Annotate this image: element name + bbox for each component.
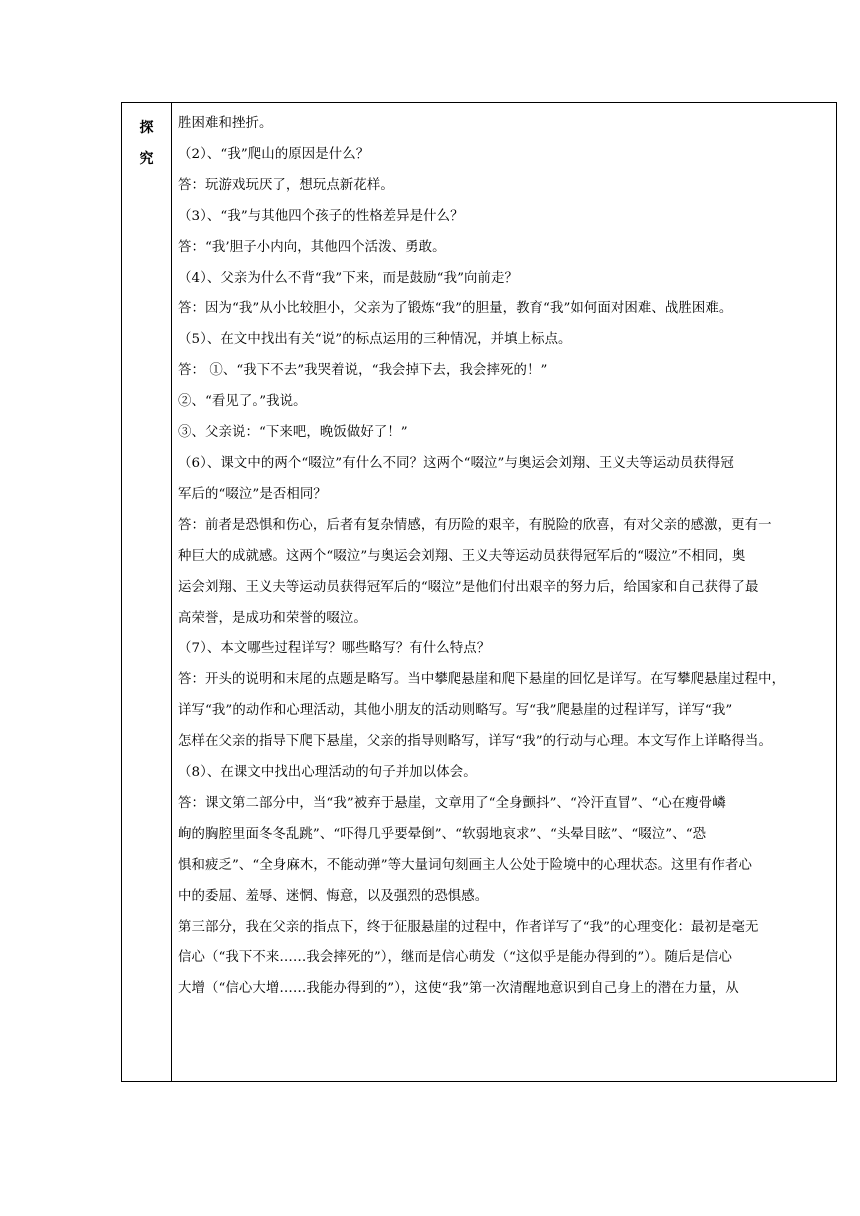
question-line: （2）、“我”爬山的原因是什么？ <box>178 146 370 162</box>
answer-line: 怎样在父亲的指导下爬下悬崖，父亲的指导则略写，详写“我”的行动与心理。本文写作上详略得当。 <box>178 734 772 750</box>
question-line: （6）、课文中的两个“啜泣”有什么不同？这两个“啜泣”与奥运会刘翔、王义夫等运动员获得冠 <box>178 455 734 471</box>
document-table <box>121 102 837 1082</box>
answer-line: 答：玩游戏玩厌了，想玩点新花样。 <box>178 177 394 193</box>
answer-line: 答：“我’胆子小内向，其他四个活泼、勇敢。 <box>178 239 446 255</box>
answer-line: ②、“看见了。”我说。 <box>178 394 307 410</box>
section-label-char: 探 <box>139 120 154 136</box>
answer-line: 答：前者是恐惧和伤心，后者有复杂情感，有历险的艰辛，有脱险的欣喜，有对父亲的感激，更有一 <box>178 517 772 533</box>
answer-line: 答： ①、“我下不去”我哭着说，“我会掉下去，我会摔死的！” <box>178 363 548 379</box>
answer-line: 中的委屈、羞辱、迷惘、悔意，以及强烈的恐惧感。 <box>178 888 489 904</box>
answer-line: 惧和疲乏”、“全身麻木，不能动弹”等大量词句刻画主人公处于险境中的心理状态。这里有作者心 <box>178 857 752 873</box>
answer-line: 第三部分，我在父亲的指点下，终于征服悬崖的过程中，作者详写了“我”的心理变化：最初是毫无 <box>178 919 759 935</box>
section-label-char: 究 <box>139 151 154 167</box>
question-line: 军后的“啜泣”是否相同？ <box>178 486 327 502</box>
question-line: （4）、父亲为什么不背“我”下来，而是鼓励“我”向前走？ <box>178 270 518 286</box>
question-line: （8）、在课文中找出心理活动的句子并加以体会。 <box>178 765 477 781</box>
content-column <box>172 103 836 1081</box>
text-line: 胜困难和挫折。 <box>178 116 273 131</box>
answer-line: 大增（“信心大增……我能办得到的”），这使“我”第一次清醒地意识到自己身上的潜在力量，从 <box>178 981 739 997</box>
answer-line: 答：课文第二部分中，当“我”被弃于悬崖，文章用了“全身颤抖”、“冷汗直冒”、“心在瘦骨嶙 <box>178 795 726 811</box>
question-line: （3）、“我”与其他四个孩子的性格差异是什么？ <box>178 208 464 224</box>
answer-line: 详写“我”的动作和心理活动，其他小朋友的活动则略写。写“我”爬悬崖的过程详写，详写“我” <box>178 703 733 719</box>
section-label-column <box>122 103 172 1081</box>
answer-line: 高荣誉，是成功和荣誉的啜泣。 <box>178 610 367 626</box>
answer-line: 答：因为“我”从小比较胆小，父亲为了锻炼“我”的胆量，教育“我”如何面对困难、战胜困难。 <box>178 301 733 317</box>
question-line: （5）、在文中找出有关“说”的标点运用的三种情况，并填上标点。 <box>178 332 572 348</box>
question-line: （7）、本文哪些过程详写？哪些略写？有什么特点？ <box>178 641 491 657</box>
answer-line: ③、父亲说：“下来吧，晚饭做好了！” <box>178 425 408 441</box>
answer-line: 种巨大的成就感。这两个“啜泣”与奥运会刘翔、王义夫等运动员获得冠军后的“啜泣”不相同，奥 <box>178 548 746 564</box>
answer-line: 峋的胸腔里面冬冬乱跳”、“吓得几乎要晕倒”、“软弱地哀求”、“头晕目眩”、“啜泣”、“恐 <box>178 826 707 842</box>
answer-line: 运会刘翔、王义夫等运动员获得冠军后的“啜泣”是他们付出艰辛的努力后，给国家和自己获得了最 <box>178 579 759 595</box>
answer-line: 答：开头的说明和末尾的点题是略写。当中攀爬悬崖和爬下悬崖的回忆是详写。在写攀爬悬崖过程中， <box>178 672 786 688</box>
answer-line: 信心（“我下不来……我会摔死的”），继而是信心萌发（“这似乎是能办得到的”）。随后是信心 <box>178 950 733 966</box>
